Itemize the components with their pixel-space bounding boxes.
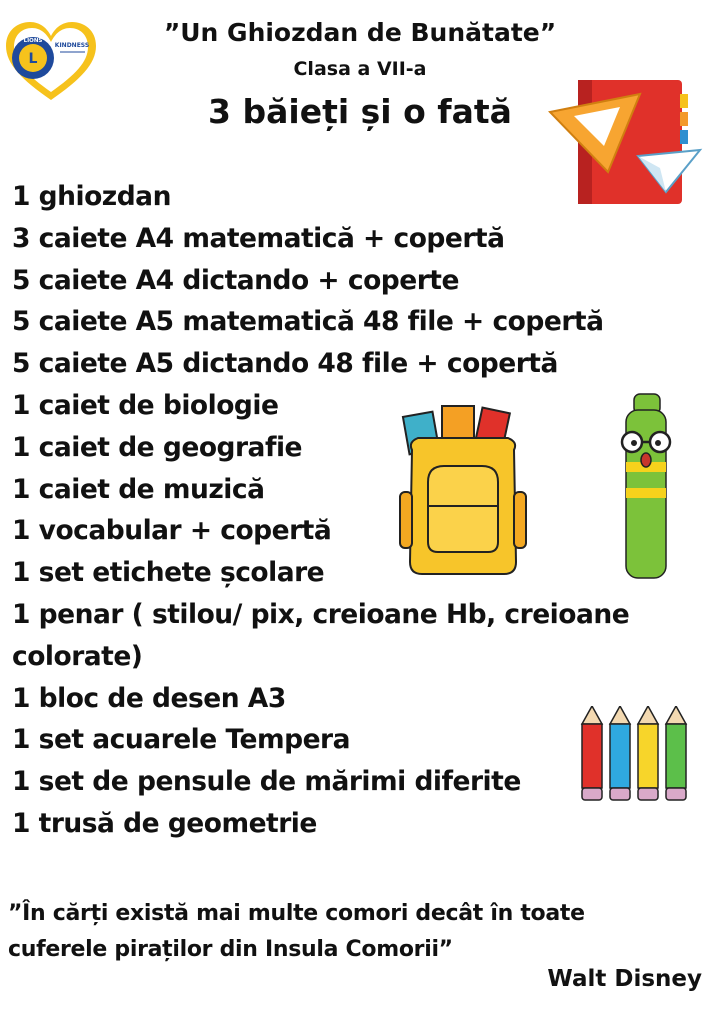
list-item: 1 caiet de muzică — [12, 473, 265, 505]
list-item: colorate) — [12, 640, 143, 672]
list-item: 3 caiete A4 matematică + copertă — [12, 222, 505, 254]
list-item: 1 caiet de geografie — [12, 431, 303, 463]
list-item: 1 bloc de desen A3 — [12, 682, 286, 714]
list-item: 1 caiet de biologie — [12, 389, 279, 421]
quote-line-2: cuferele piraților din Insula Comorii” — [8, 937, 453, 962]
quote-line-1: ”În cărți există mai multe comori decât în toate — [8, 901, 585, 926]
page-title: ”Un Ghiozdan de Bunătate” — [163, 18, 557, 47]
list-item: 1 set acuarele Tempera — [12, 724, 351, 756]
logo-text: LIONS — [23, 38, 43, 44]
class-subtitle: Clasa a VII-a — [293, 58, 427, 80]
list-item: 1 vocabular + copertă — [12, 515, 332, 547]
list-item: 1 trusă de geometrie — [12, 807, 317, 839]
supplies-list — [12, 176, 702, 845]
lions-kindness-logo — [2, 18, 100, 104]
list-item: 5 caiete A5 matematică 48 file + copertă — [12, 306, 604, 338]
logo-badge-text: KINDNESS — [54, 42, 90, 49]
list-item: 1 ghiozdan — [12, 181, 171, 212]
recipient-heading: 3 băieți și o fată — [208, 92, 512, 131]
list-item: 1 penar ( stilou/ pix, creioane Hb, creioane — [12, 598, 630, 630]
svg-text:L: L — [28, 51, 38, 67]
list-item: 5 caiete A4 dictando + coperte — [12, 264, 459, 296]
list-item: 1 set etichete școlare — [12, 557, 325, 589]
list-item: 5 caiete A5 dictando 48 file + copertă — [12, 348, 558, 380]
quote-author: Walt Disney — [547, 966, 702, 992]
list-item: 1 set de pensule de mărimi diferite — [12, 766, 521, 798]
quote — [8, 896, 708, 968]
